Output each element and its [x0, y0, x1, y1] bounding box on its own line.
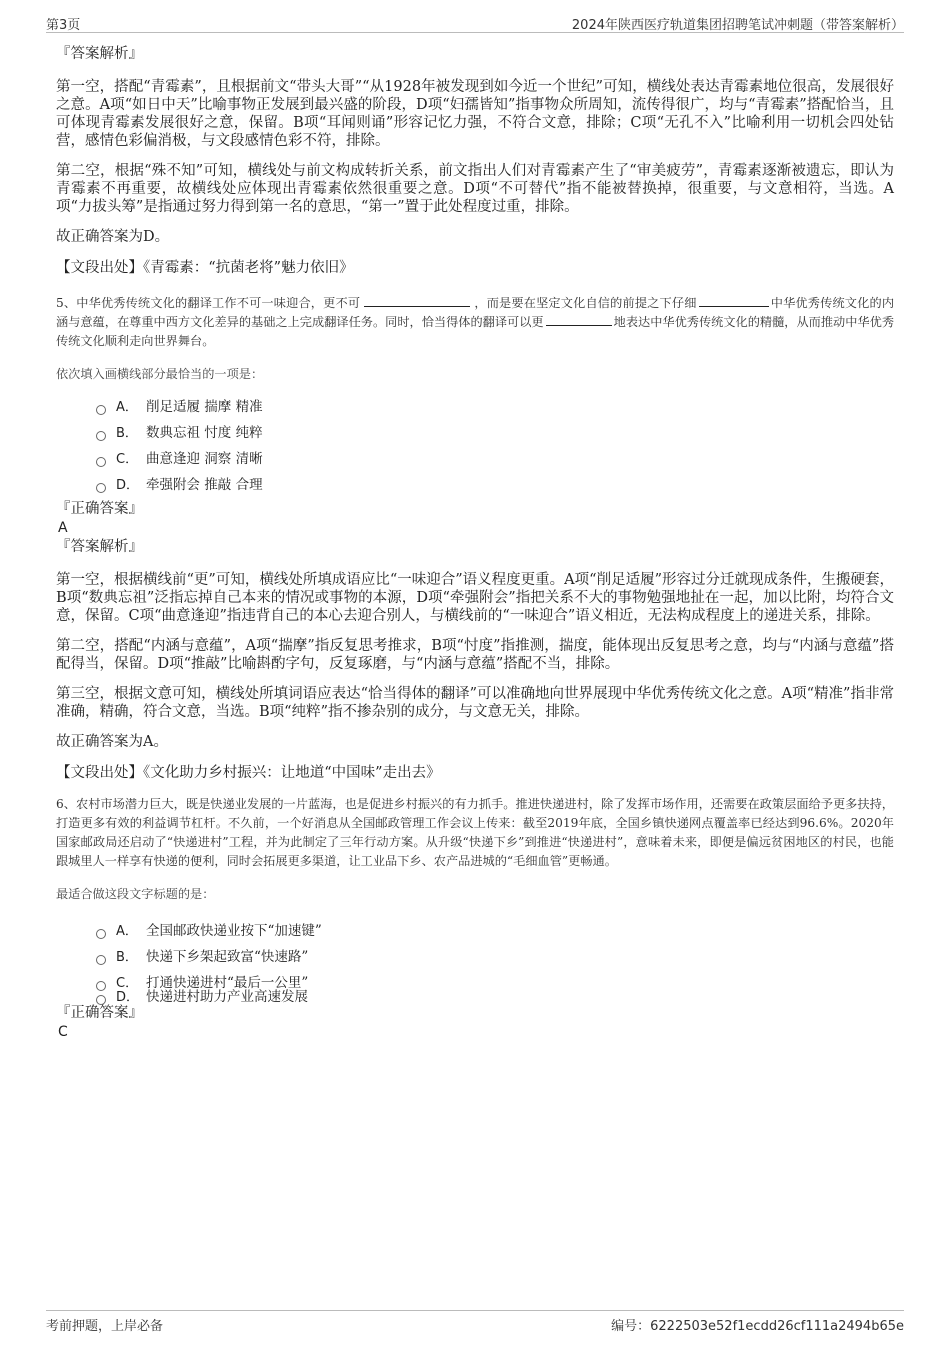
option-a[interactable]: A． 全国邮政快递业按下“加速键” — [96, 919, 322, 939]
analysis-paragraph: 第一空，根据横线前“更”可知，横线处所填成语应比“一味迎合”语义程度更重。A项“削足适履”形容过分迁就现成条件，生搬硬套，B项“数典忘祖”泛指忘掉自己本来的情况或事物的本源，D项“牵强附会”指把关系不大的事物勉强地扯在一起，加以比附，均符合文意，保留。C项“曲意逢迎”指违背自己的本心去迎合别人，与横线前的“一味迎合”语义相近，无法构成程度上的递进关系，排除。 — [56, 572, 894, 624]
radio-icon[interactable] — [96, 431, 106, 441]
blank-line — [364, 294, 470, 307]
question-6-options — [56, 919, 894, 1003]
analysis-paragraph: 第一空，搭配“青霉素”，且根据前文“带头大哥”“从1928年被发现到如今近一个世纪”可知，横线处表达青霉素地位很高，发展很好之意。A项“如日中天”比喻事物正发展到最兴盛的阶段，D项“妇孺皆知”指事物众所周知，流传得很广，均与“青霉素”搭配恰当，且可体现青霉素发展很好之意，保留。B项“耳闻则诵”形容记忆力强，不符合文意，排除；C项“无孔不入”比喻利用一切机会四处钻营，感情色彩偏消极，与文段感情色彩不符，排除。 — [56, 79, 894, 149]
document-title: 2024年陕西医疗轨道集团招聘笔试冲刺题（带答案解析） — [571, 18, 904, 33]
page-footer — [46, 1310, 904, 1335]
blank-line — [546, 313, 612, 326]
answer-conclusion: 故正确答案为A。 — [56, 734, 168, 750]
option-b[interactable]: B． 快递下乡架起致富“快速路” — [96, 945, 308, 965]
option-a[interactable]: A． 削足适履 揣摩 精准 — [96, 395, 263, 415]
passage-source: 【文段出处】《青霉素：“抗菌老将”魅力依旧》 — [56, 260, 354, 276]
question-5-options — [56, 395, 894, 499]
document-code: 编号：6222503e52f1ecdd26cf111a2494b65e — [611, 1319, 904, 1334]
analysis-paragraph: 第三空，根据文意可知，横线处所填词语应表达“恰当得体的翻译”可以准确地向世界展现中华优秀传统文化之意。A项“精准”指非常准确，精确，符合文意，当选。B项“纯粹”指不掺杂别的成分，与文意无关，排除。 — [56, 686, 894, 720]
option-b[interactable]: B． 数典忘祖 忖度 纯粹 — [96, 421, 263, 441]
radio-icon[interactable] — [96, 405, 106, 415]
radio-icon[interactable] — [96, 457, 106, 467]
answer-analysis-label: 『答案解析』 — [56, 46, 143, 62]
option-d[interactable]: D． 快递进村助力产业高速发展 — [96, 985, 308, 1005]
question-prompt: 依次填入画横线部分最恰当的一项是： — [56, 367, 264, 381]
radio-icon[interactable] — [96, 483, 106, 493]
passage-source: 【文段出处】《文化助力乡村振兴：让地道“中国味”走出去》 — [56, 765, 441, 781]
option-d[interactable]: D． 牵强附会 推敲 合理 — [96, 473, 263, 493]
page-content — [56, 44, 894, 1041]
question-prompt: 最适合做这段文字标题的是： — [56, 887, 215, 901]
correct-answer-label: 『正确答案』 — [56, 1005, 143, 1021]
radio-icon[interactable] — [96, 929, 106, 939]
correct-answer-label: 『正确答案』 — [56, 501, 143, 517]
footer-slogan: 考前押题，上岸必备 — [46, 1319, 164, 1334]
option-c[interactable]: C． 曲意逢迎 洞察 清晰 — [96, 447, 263, 467]
page-header — [46, 12, 904, 33]
answer-analysis-label: 『答案解析』 — [56, 539, 143, 555]
blank-line — [699, 294, 769, 307]
question-6-stem: 6、农村市场潜力巨大，既是快递业发展的一片蓝海，也是促进乡村振兴的有力抓手。推进快递进村，除了发挥市场作用，还需要在政策层面给予更多扶持，打造更多有效的利益调节杠杆。不久前，一个好消息从全国邮政管理工作会议上传来：截至2019年底，全国乡镇快递网点覆盖率已经达到96.6%。2020年国家邮政局还启动了“快递进村”工程，并为此制定了三年行动方案。从升级“快递下乡”到推进“快递进村”，意味着未来，即便是偏远贫困地区的村民，也能跟城里人一样享有快递的便利，同时会拓展更多渠道，让工业品下乡、农产品进城的“毛细血管”更畅通。 — [56, 797, 894, 868]
correct-answer: A — [58, 520, 68, 536]
analysis-paragraph: 第二空，搭配“内涵与意蕴”，A项“揣摩”指反复思考推求，B项“忖度”指推测，揣度，能体现出反复思考之意，均与“内涵与意蕴”搭配得当，保留。D项“推敲”比喻斟酌字句，反复琢磨，与“内涵与意蕴”搭配不当，排除。 — [56, 638, 894, 672]
answer-conclusion: 故正确答案为D。 — [56, 229, 170, 245]
analysis-paragraph: 第二空，根据“殊不知”可知，横线处与前文构成转折关系，前文指出人们对青霉素产生了“审美疲劳”，青霉素逐渐被遗忘，即认为青霉素不再重要，故横线处应体现出青霉素依然很重要之意。D项“不可替代”指不能被替换掉，很重要，与文意相符，当选。A项“力拔头筹”是指通过努力得到第一名的意思，“第一”置于此处程度过重，排除。 — [56, 163, 894, 215]
correct-answer: C — [58, 1024, 68, 1040]
page-number: 第3页 — [46, 18, 81, 33]
radio-icon[interactable] — [96, 955, 106, 965]
question-5-stem: 5、中华优秀传统文化的翻译工作不可一味迎合，更不可 ，而是要在坚定文化自信的前提之下仔细 中华优秀传统文化的内涵与意蕴，在尊重中西方文化差异的基础之上完成翻译任务。同时，恰当得体的翻译可以更 地表达中华优秀传统文化的精髓，从而推动中华优秀传统文化顺利走向世界舞台。 — [56, 296, 895, 348]
radio-icon[interactable] — [96, 995, 106, 1005]
option-c[interactable]: C． 打通快递进村“最后一公里” — [96, 971, 308, 991]
